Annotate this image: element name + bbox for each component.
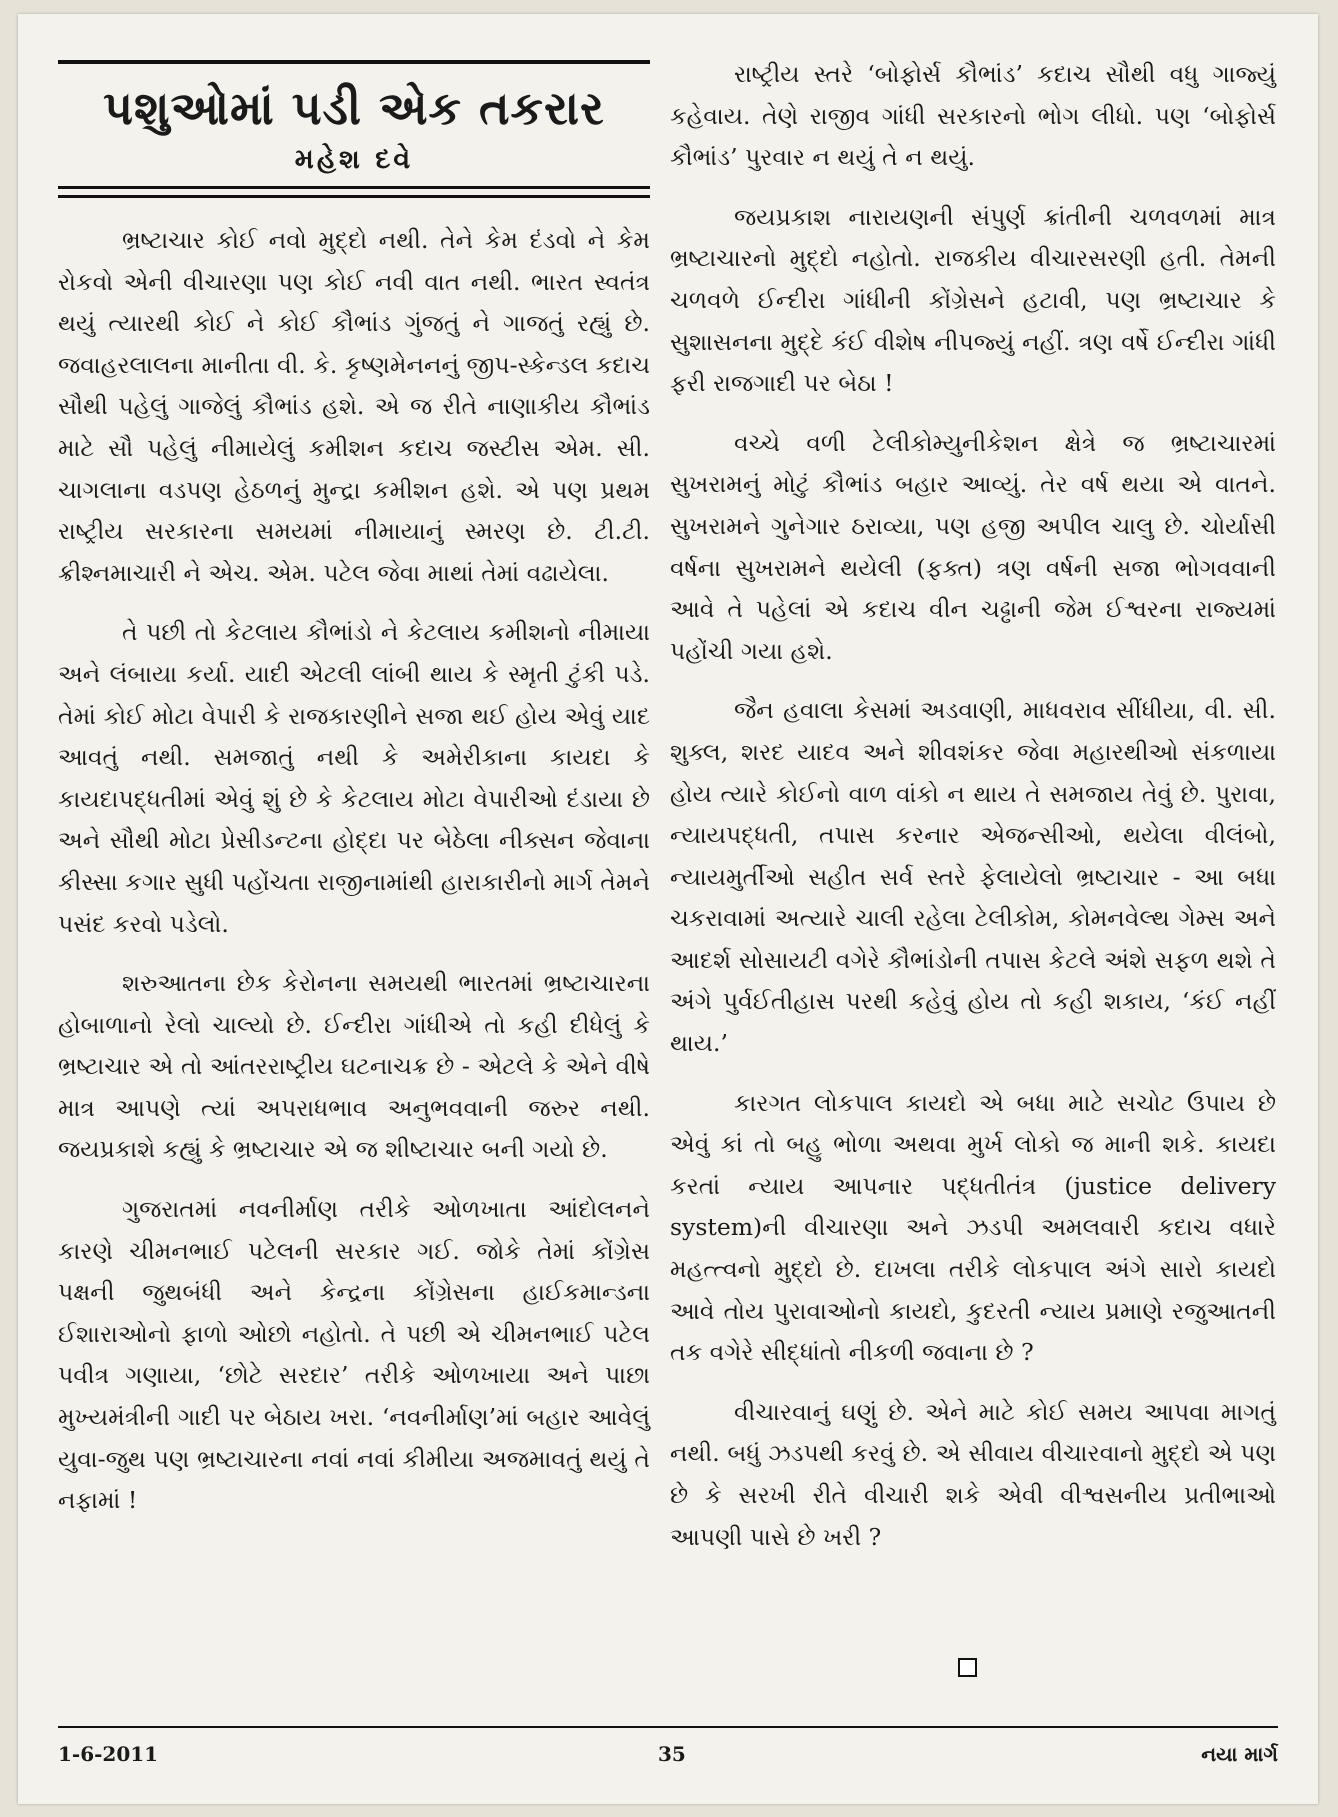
- footer-rule: [58, 1726, 1278, 1728]
- author-rule-2: [58, 195, 650, 198]
- right-paragraph-2: જયપ્રકાશ નારાયણની સંપુર્ણ ક્રાંતીની ચળવળમાં માત્ર ભ્રષ્ટાચારનો મુદ્દો નહોતો. રાજકીય વીચારસરણી હતી. તેમની ચળવળે ઈન્દીરા ગાંધીની કોંગ્રેસને હટાવી, પણ ભ્રષ્ટાચાર કે સુશાસનના મુદ્દે કંઈ વીશેષ નીપજ્યું નહીં. ત્રણ વર્ષે ઈન્દીરા ગાંધી ફરી રાજગાદી પર બેઠા !: [670, 202, 1276, 398]
- left-column: [58, 14, 650, 1522]
- left-paragraph-4: ગુજરાતમાં નવનીર્માણ તરીકે ઓળખાતા આંદોલનને કારણે ચીમનભાઈ પટેલની સરકાર ગઈ. જોકે તેમાં કોંગ્રેસ પક્ષની જુથબંધી અને કેન્દ્રના કોંગ્રેસના હાઈકમાન્ડના ઈશારાઓનો ફાળો ઓછો નહોતો. તે પછી એ ચીમનભાઈ પટેલ પવીત્ર ગણાયા, ‘છોટે સરદાર’ તરીકે ઓળખાયા અને પાછા મુખ્યમંત્રીની ગાદી પર બેઠાય ખરા. ‘નવનીર્માણ’માં બહાર આવેલું યુવા-જુથ પણ ભ્રષ્ટાચારના નવાં નવાં કીમીયા અજમાવતું થયું તે નફામાં !: [58, 1195, 650, 1515]
- right-paragraph-6: વીચારવાનું ઘણું છે. એને માટે કોઈ સમય આપવા માગતું નથી. બધું ઝડપથી કરવું છે. એ સીવાય વીચારવાનો મુદ્દો એ પણ છે કે સરખી રીતે વીચારી શકે એવી વીશ્વસનીય પ્રતીભાઓ આપણી પાસે છે ખરી ?: [670, 1397, 1276, 1551]
- issue-date: 1-6-2011: [58, 1742, 159, 1766]
- title-top-rule: [58, 60, 650, 64]
- end-of-article-mark-icon: [958, 1658, 977, 1677]
- page-footer: [58, 1734, 1278, 1770]
- left-paragraph-2: તે પછી તો કેટલાય કૌભાંડો ને કેટલાય કમીશનો નીમાયા અને લંબાયા કર્યા. યાદી એટલી લાંબી થાય કે સ્મૃતી ટુંકી પડે. તેમાં કોઈ મોટા વેપારી કે રાજકારણીને સજા થઈ હોય એવું યાદ આવતું નથી. સમજાતું નથી કે અમેરીકાના કાયદા કે કાયદાપદ્ધતીમાં એવું શું છે કે કેટલાય મોટા વેપારીઓ દંડાયા છે અને સૌથી મોટા પ્રેસીડન્ટના હોદ્દા પર બેઠેલા નીક્સન જેવાના કીસ્સા કગાર સુધી પહોંચતા રાજીનામાંથી હારાકારીનો માર્ગ તેમને પસંદ કરવો પડેલો.: [58, 618, 650, 938]
- article-author: મહેશ દવે: [294, 144, 414, 175]
- right-paragraph-1: રાષ્ટ્રીય સ્તરે ‘બોફોર્સ કૌભાંડ’ કદાચ સૌથી વધુ ગાજ્યું કહેવાય. તેણે રાજીવ ગાંધી સરકારનો ભોગ લીધો. પણ ‘બોફોર્સ કૌભાંડ’ પુરવાર ન થયું તે ન થયું.: [670, 60, 1276, 172]
- page-number: 35: [658, 1742, 686, 1766]
- right-paragraph-4: જૈન હવાલા કેસમાં અડવાણી, માધવરાવ સીંધીયા, વી. સી. શુક્લ, શરદ યાદવ અને શીવશંકર જેવા મહારથીઓ સંકળાયા હોય ત્યારે કોઈનો વાળ વાંકો ન થાય તે સમજાય તેવું છે. પુરાવા, ન્યાયપદ્ધતી, તપાસ કરનાર એજન્સીઓ, થયેલા વીલંબો, ન્યાયમુર્તીઓ સહીત સર્વ સ્તરે ફેલાયેલો ભ્રષ્ટાચાર - આ બધા ચકરાવામાં અત્યારે ચાલી રહેલા ટેલીકોમ, કોમનવેલ્થ ગેમ્સ અને આદર્શ સોસાયટી વગેરે કૌભાંડોની તપાસ કેટલે અંશે સફળ થશે તે અંગે પુર્વઈતીહાસ પરથી કહેવું હોય તો કહી શકાય, ‘કંઈ નહીં થાય.’: [670, 696, 1276, 1058]
- magazine-name: નયા માર્ગ: [1201, 1742, 1278, 1766]
- right-column: [670, 54, 1276, 1558]
- article-title: પશુઓમાં પડી એક તકરાર: [103, 81, 605, 135]
- left-paragraph-3: શરુઆતના છેક કેરોનના સમયથી ભારતમાં ભ્રષ્ટાચારના હોબાળાનો રેલો ચાલ્યો છે. ઈન્દીરા ગાંધીએ તો કહી દીધેલું કે ભ્રષ્ટાચાર એ તો આંતરરાષ્ટ્રીય ઘટનાચક્ર છે - એટલે કે એને વીષે માત્ર આપણે ત્યાં અપરાધભાવ અનુભવવાની જરુર નથી. જયપ્રકાશે કહ્યું કે ભ્રષ્ટાચાર એ જ શીષ્ટાચાર બની ગયો છે.: [58, 969, 650, 1164]
- right-paragraph-3: વચ્ચે વળી ટેલીકોમ્યુનીકેશન ક્ષેત્રે જ ભ્રષ્ટાચારમાં સુખરામનું મોટું કૌભાંડ બહાર આવ્યું. તેર વર્ષ થયા એ વાતને. સુખરામને ગુનેગાર ઠરાવ્યા, પણ હજી અપીલ ચાલુ છે. ચોર્યાસી વર્ષના સુખરામને થયેલી (ફક્ત) ત્રણ વર્ષની સજા ભોગવવાની આવે તે પહેલાં એ કદાચ વીન ચઢ્ઢાની જેમ ઈશ્વરના રાજ્યમાં પહોંચી ગયા હશે.: [670, 428, 1276, 665]
- magazine-page: [18, 14, 1318, 1804]
- author-rule-1: [58, 186, 650, 189]
- left-paragraph-1: ભ્રષ્ટાચાર કોઈ નવો મુદ્દો નથી. તેને કેમ દંડવો ને કેમ રોકવો એની વીચારણા પણ કોઈ નવી વાત નથી. ભારત સ્વતંત્ર થયું ત્યારથી કોઈ ને કોઈ કૌભાંડ ગુંજતું ને ગાજતું રહ્યું છે. જવાહરલાલના માનીતા વી. કે. કૃષ્ણમેનનનું જીપ-સ્કેન્ડલ કદાચ સૌથી પહેલું ગાજેલું કૌભાંડ હશે. એ જ રીતે નાણાકીય કૌભાંડ માટે સૌ પહેલું નીમાયેલું કમીશન કદાચ જસ્ટીસ એમ. સી. ચાગલાના વડપણ હેઠળનું મુન્દ્રા કમીશન હશે. એ પણ પ્રથમ રાષ્ટ્રીય સરકારના સમયમાં નીમાયાનું સ્મરણ છે. ટી.ટી. ક્રીશ્નમાચારી ને એચ. એમ. પટેલ જેવા માથાં તેમાં વઢાયેલા.: [58, 226, 650, 587]
- right-paragraph-5: કારગત લોકપાલ કાયદો એ બધા માટે સચોટ ઉપાય છે એવું કાં તો બહુ ભોળા અથવા મુર્ખ લોકો જ માની શકે. કાયદા કરતાં ન્યાય આપનાર પદ્ધતીતંત્ર (justice delivery system)ની વીચારણા અને ઝડપી અમલવારી કદાચ વધારે મહત્ત્વનો મુદ્દો છે. દાખલા તરીકે લોકપાલ અંગે સારો કાયદો આવે તોય પુરાવાઓનો કાયદો, કુદરતી ન્યાય પ્રમાણે રજુઆતની તક વગેરે સીદ્ધાંતો નીકળી જવાના છે ?: [670, 1088, 1276, 1367]
